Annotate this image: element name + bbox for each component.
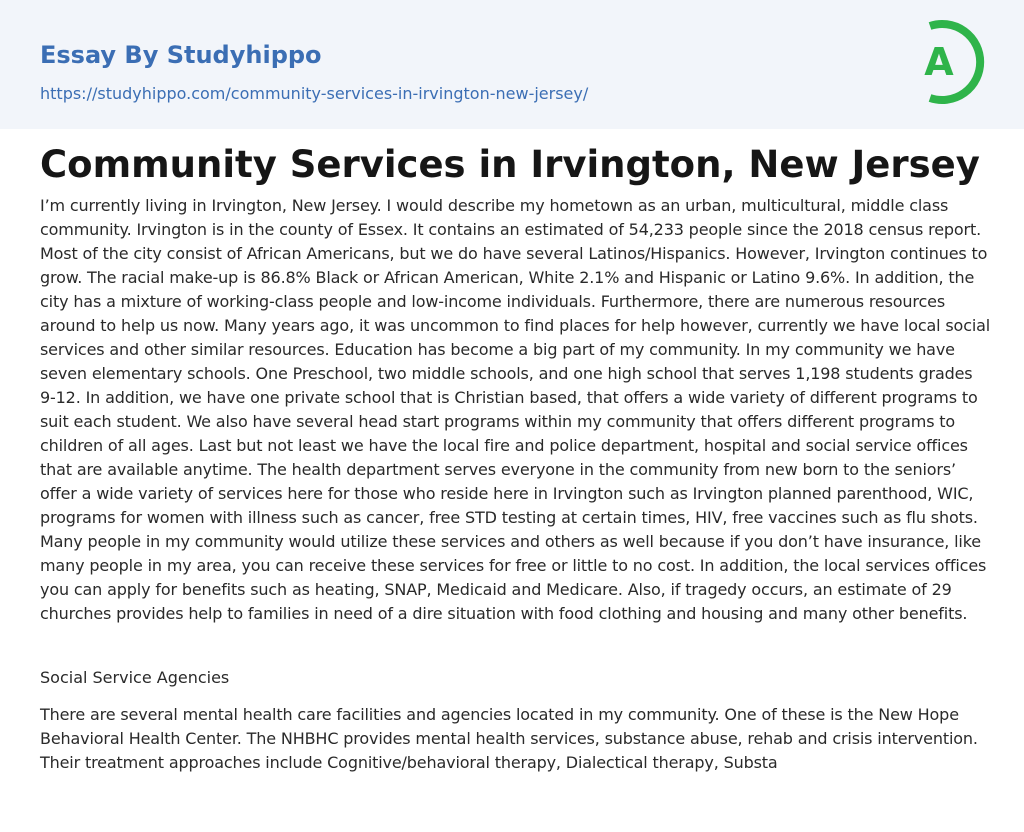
- logo-letter: A: [924, 40, 954, 84]
- essay-url-link[interactable]: https://studyhippo.com/community-services-in-irvington-new-jersey/: [40, 84, 589, 103]
- circle-a-logo-icon[interactable]: [904, 17, 988, 107]
- essay-paragraph: There are several mental health care facilities and agencies located in my community. One of these is the New Hope Behavioral Health Center. The NHBHC provides mental health services, substance abuse, rehab and crisis intervention. Their treatment approaches include Cognitive/behavioral therapy, Dialectical therapy, Substa: [40, 705, 978, 772]
- essay-paragraph: I’m currently living in Irvington, New Jersey. I would describe my hometown as an urban, multicultural, middle class community. Irvington is in the county of Essex. It contains an estimated of 54,233 people since the 2018 census report. Most of the city consist of African Americans, but we do have several Latinos/Hispanics. However, Irvington continues to grow. The racial make-up is 86.8% Black or African American, White 2.1% and Hispanic or Latino 9.6%. In addition, the city has a mixture of working-class people and low-income individuals. Furthermore, there are numerous resources around to help us now. Many years ago, it was uncommon to find places for help however, currently we have local social services and other similar resources. Education has become a big part of my community. In my community we have seven elementary schools. One Preschool, two middle schools, and one high school that serves 1,198 students grades 9-12. In addition, we have one private school that is Christian based, that offers a wide variety of different programs to suit each student. We also have several head start programs within my community that offers different programs to children of all ages. Last but not least we have the local fire and police department, hospital and social service offices that are available anytime. The health department serves everyone in the community from new born to the seniors’ offer a wide variety of services here for those who reside here in Irvington such as Irvington planned parenthood, WIC, programs for women with illness such as cancer, free STD testing at certain times, HIV, free vaccines such as flu shots. Many people in my community would utilize these services and others as well because if you don’t have insurance, like many people in my area, you can receive these services for free or little to no cost. In addition, the local services offices you can apply for benefits such as heating, SNAP, Medicaid and Medicare. Also, if tragedy occurs, an estimate of 29 churches provides help to families in need of a dire situation with food clothing and housing and many other benefits.: [40, 196, 991, 623]
- page-title: Community Services in Irvington, New Jersey: [40, 143, 980, 186]
- site-header: [0, 0, 1024, 129]
- site-brand[interactable]: Essay By Studyhippo: [40, 41, 322, 69]
- section-heading: Social Service Agencies: [40, 668, 230, 687]
